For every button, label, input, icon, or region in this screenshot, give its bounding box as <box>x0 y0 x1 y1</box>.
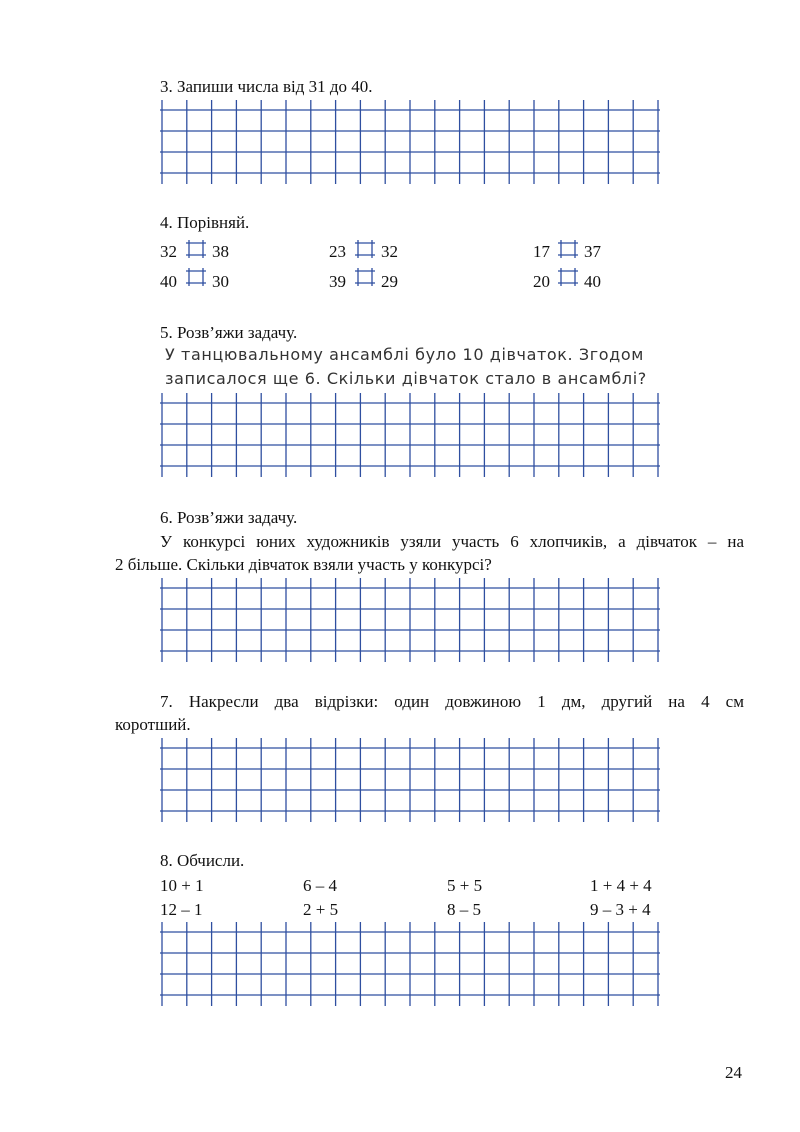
task7-text-line1: 7. Накресли два відрізки: один довжиною 1 дм, другий на 4 см <box>160 692 744 711</box>
compare-left-6: 20 <box>533 272 550 291</box>
task8-title: 8. Обчисли. <box>160 851 245 870</box>
compare-box-3[interactable] <box>558 240 578 258</box>
task7-text-line2: коротший. <box>115 715 191 734</box>
answer-grid-task8[interactable] <box>160 922 660 1006</box>
grid-lines <box>160 393 660 477</box>
compare-right-3: 37 <box>584 242 601 261</box>
task5-title: 5. Розв’яжи задачу. <box>160 323 298 342</box>
compare-left-4: 40 <box>160 272 177 291</box>
compare-left-1: 32 <box>160 242 177 261</box>
task5-text-line2: записалося ще 6. Скільки дівчаток стало в ансамблі? <box>165 369 647 388</box>
compare-box-5[interactable] <box>355 268 375 286</box>
compare-left-5: 39 <box>329 272 346 291</box>
task4-title: 4. Порівняй. <box>160 213 250 232</box>
compare-square <box>186 268 206 286</box>
compare-square <box>355 268 375 286</box>
task6-text-line2: 2 більше. Скільки дівчаток взяли участь у конкурсі? <box>115 555 492 574</box>
calc-r2c3: 8 – 5 <box>447 900 481 919</box>
grid-lines <box>160 922 660 1006</box>
compare-square <box>186 240 206 258</box>
compare-right-6: 40 <box>584 272 601 291</box>
calc-r1c3: 5 + 5 <box>447 876 483 895</box>
compare-right-5: 29 <box>381 272 398 291</box>
compare-left-3: 17 <box>533 242 550 261</box>
compare-square <box>355 240 375 258</box>
compare-left-2: 23 <box>329 242 346 261</box>
answer-grid-task7[interactable] <box>160 738 660 822</box>
compare-square <box>558 240 578 258</box>
task5-text-line1: У танцювальному ансамблі було 10 дівчаток. Згодом <box>165 345 644 364</box>
compare-right-2: 32 <box>381 242 398 261</box>
compare-box-1[interactable] <box>186 240 206 258</box>
answer-grid-task6[interactable] <box>160 578 660 662</box>
grid-lines <box>160 738 660 822</box>
compare-box-4[interactable] <box>186 268 206 286</box>
page-number: 24 <box>725 1063 742 1082</box>
calc-r2c4: 9 – 3 + 4 <box>590 900 651 919</box>
calc-r1c2: 6 – 4 <box>303 876 337 895</box>
task3-title: 3. Запиши числа від 31 до 40. <box>160 77 373 96</box>
compare-right-4: 30 <box>212 272 229 291</box>
calc-r2c2: 2 + 5 <box>303 900 339 919</box>
answer-grid-task5[interactable] <box>160 393 660 477</box>
answer-grid-task3[interactable] <box>160 100 660 184</box>
compare-box-6[interactable] <box>558 268 578 286</box>
compare-square <box>558 268 578 286</box>
task6-title: 6. Розв’яжи задачу. <box>160 508 298 527</box>
calc-r2c1: 12 – 1 <box>160 900 203 919</box>
compare-box-2[interactable] <box>355 240 375 258</box>
calc-r1c4: 1 + 4 + 4 <box>590 876 652 895</box>
task6-text-line1: У конкурсі юних художників узяли участь 6 хлопчиків, а дівчаток – на <box>160 532 744 551</box>
grid-lines <box>160 100 660 184</box>
calc-r1c1: 10 + 1 <box>160 876 204 895</box>
grid-lines <box>160 578 660 662</box>
compare-right-1: 38 <box>212 242 229 261</box>
